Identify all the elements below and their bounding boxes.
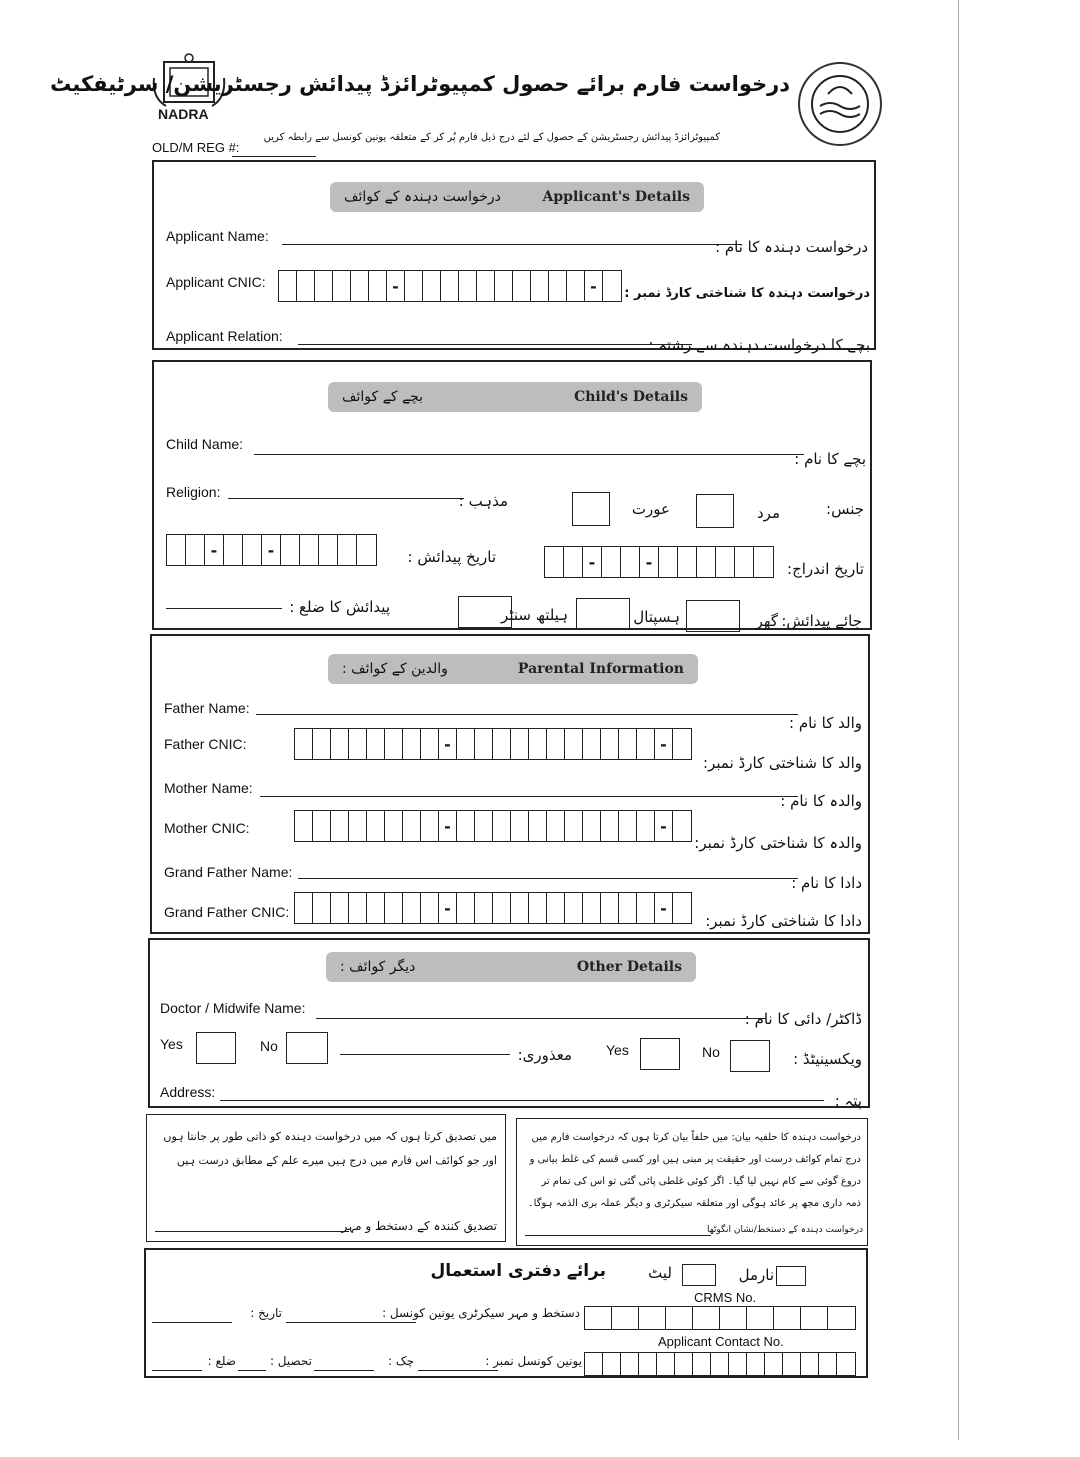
child-section-header: [328, 382, 702, 412]
religion-label: Religion:: [166, 484, 221, 500]
applicant-cnic-field[interactable]: - -: [278, 270, 622, 302]
father-cnic-label: Father CNIC:: [164, 736, 247, 752]
mother-cnic-label-ur: والدہ کا شناختی کارڈ نمبر:: [694, 834, 862, 852]
uc-number-field[interactable]: [418, 1370, 498, 1371]
other-title-en: Other Details: [576, 959, 682, 975]
religion-field[interactable]: [228, 498, 464, 499]
doctor-name-field[interactable]: [316, 1018, 766, 1019]
applicant-declaration-box: [516, 1118, 868, 1246]
mother-cnic-field[interactable]: - -: [294, 810, 692, 842]
female-label-ur: عورت: [631, 500, 670, 518]
disability-field[interactable]: [340, 1054, 510, 1055]
dob-field[interactable]: - -: [166, 534, 377, 566]
birth-district-field[interactable]: [166, 608, 282, 609]
applicant-relation-field[interactable]: [298, 344, 692, 345]
grandfather-name-field[interactable]: [298, 878, 798, 879]
grandfather-name-label: Grand Father Name:: [164, 864, 293, 880]
father-cnic-field[interactable]: - -: [294, 728, 692, 760]
address-field[interactable]: [220, 1100, 824, 1101]
verifier-declaration-text: میں تصدیق کرتا ہوں کہ میں درخواست دہندہ کو ذاتی طور پر جانتا ہوں اور جو کوائف اس فارم میں درج ہیں میرے علم کے مطابق درست ہیں: [163, 1130, 497, 1167]
doctor-name-label: Doctor / Midwife Name:: [160, 1000, 306, 1016]
applicant-relation-label: Applicant Relation:: [166, 328, 283, 344]
registration-date-label-ur: تاریخ اندراج:: [787, 560, 864, 578]
secretary-signature-field[interactable]: [286, 1322, 416, 1323]
parental-section-header: [328, 654, 698, 684]
applicant-signature-label: درخواست دہندہ کے دستخط/نشان انگوٹھا: [707, 1225, 863, 1235]
disability-yes-label: Yes: [160, 1036, 183, 1052]
applicant-signature-field[interactable]: [525, 1235, 711, 1236]
child-name-label-ur: بچے کا نام :: [794, 450, 866, 468]
vaccinated-label-ur: ویکسینیٹڈ :: [793, 1050, 862, 1068]
father-cnic-label-ur: والد کا شناختی کارڈ نمبر:: [703, 754, 862, 772]
disability-label-ur: معذوری:: [517, 1046, 572, 1064]
secretary-signature-label: دستخط و مہر سیکرٹری یونین کونسل :: [382, 1306, 580, 1320]
gender-label-ur: جنس:: [826, 500, 864, 518]
mother-name-label-ur: والدہ کا نام :: [780, 792, 862, 810]
applicant-name-label-ur: درخواست دہندہ کا نام :: [715, 238, 868, 256]
verifier-signature-field[interactable]: [155, 1231, 349, 1232]
mother-name-field[interactable]: [260, 796, 798, 797]
applicant-declaration-text: درخواست دہندہ کا حلفیہ بیان: میں حلفاً بیان کرتا ہوں کہ درخواست فارم میں درج تمام کوائف درست اور حقیقت پر مبنی ہیں اور کسی قسم کی غلط بیانی و دروغ گوئی سے کام نہیں لیا گیا۔ اگر کوئی غلطی پائی گئی تو اس کی تمام تر ذمہ داری مجھ پر عائد ہوگی اور متعلقہ سیکرٹری و دیگر عملہ بری الذمہ ہوگا۔: [527, 1132, 861, 1209]
religion-label-ur: مذہب :: [458, 492, 508, 510]
address-label-ur: پتہ :: [834, 1092, 862, 1110]
applicant-cnic-label: Applicant CNIC:: [166, 274, 266, 290]
grandfather-name-label-ur: دادا کا نام :: [791, 874, 862, 892]
vaccinated-no-label: No: [702, 1044, 720, 1060]
uc-number-label: یونین کونسل نمبر :: [485, 1354, 582, 1368]
birth-district-label-ur: پیدائش کا ضلع :: [289, 598, 390, 616]
child-section: [152, 360, 872, 630]
vaccinated-yes-label: Yes: [606, 1042, 629, 1058]
applicant-title-ur: درخواست دہندہ کے کوائف: [344, 189, 501, 205]
child-title-en: Child's Details: [574, 389, 688, 405]
father-name-field[interactable]: [256, 714, 798, 715]
father-name-label-ur: والد کا نام :: [789, 714, 862, 732]
vaccinated-yes-checkbox[interactable]: [640, 1038, 680, 1070]
crms-label: CRMS No.: [694, 1290, 757, 1305]
form-title: درخواست فارم برائے حصول کمپیوٹرائزڈ پیدائش رجسٹریشن/ سرٹیفکیٹ: [50, 72, 790, 96]
applicant-section-header: [330, 182, 704, 212]
office-use-title: برائے دفتری استعمال: [430, 1261, 606, 1281]
late-checkbox[interactable]: [682, 1264, 716, 1286]
page-edge: [958, 0, 959, 1440]
male-checkbox[interactable]: [696, 494, 734, 528]
registration-date-field[interactable]: - -: [544, 546, 774, 578]
date-label: تاریخ :: [250, 1306, 282, 1320]
other-details-header: [326, 952, 696, 982]
applicant-section: [152, 160, 876, 354]
parental-title-ur: والدین کے کوائف :: [342, 661, 448, 677]
child-name-label: Child Name:: [166, 436, 244, 452]
verifier-signature-label: تصدیق کنندہ کے دستخط و مہر: [341, 1219, 497, 1233]
chak-label: چک :: [387, 1354, 414, 1368]
late-label: لیٹ: [648, 1264, 672, 1282]
other-details-section: [148, 938, 870, 1108]
address-label: Address:: [160, 1084, 216, 1100]
applicant-name-label: Applicant Name:: [166, 228, 269, 244]
other-title-ur: دیگر کوائف :: [340, 959, 416, 975]
parental-title-en: Parental Information: [517, 661, 684, 677]
tehsil-label: تحصیل :: [269, 1354, 312, 1368]
nadra-logo-text: NADRA: [158, 106, 209, 122]
applicant-title-en: Applicant's Details: [542, 189, 690, 205]
mother-name-label: Mother Name:: [164, 780, 253, 796]
punjab-seal-icon: [798, 62, 882, 146]
normal-checkbox[interactable]: [776, 1266, 806, 1286]
applicant-name-field[interactable]: [282, 244, 742, 245]
verifier-declaration-box: [146, 1114, 506, 1242]
health-center-label-ur: ہیلتھ سنٹر: [501, 606, 568, 624]
disability-no-label: No: [260, 1038, 278, 1054]
normal-label: نارمل: [738, 1266, 774, 1284]
doctor-name-label-ur: ڈاکٹر/ دائی کا نام :: [744, 1010, 862, 1028]
applicant-relation-label-ur: بچے کا درخواست دہندہ سے رشتہ :: [648, 336, 870, 354]
district-label: ضلع :: [207, 1354, 236, 1368]
home-checkbox[interactable]: [686, 600, 740, 632]
crms-field[interactable]: [584, 1306, 856, 1330]
grandfather-cnic-label-ur: دادا کا شناختی کارڈ نمبر:: [705, 912, 862, 930]
applicant-contact-field[interactable]: [584, 1352, 856, 1376]
dob-label-ur: تاریخ پیدائش :: [407, 548, 496, 566]
hospital-label-ur: ہسپتال: [633, 608, 680, 626]
old-reg-label: OLD/M REG #:: [152, 140, 240, 155]
home-label-ur: گھر: [755, 612, 778, 630]
office-use-section: [144, 1248, 868, 1378]
grandfather-cnic-label: Grand Father CNIC:: [164, 904, 290, 920]
female-checkbox[interactable]: [572, 492, 610, 526]
tehsil-field[interactable]: [238, 1370, 266, 1371]
applicant-cnic-label-ur: درخواست دہندہ کا شناختی کارڈ نمبر :: [624, 286, 870, 301]
disability-no-checkbox[interactable]: [286, 1032, 328, 1064]
district-field[interactable]: [152, 1370, 202, 1371]
chak-field[interactable]: [314, 1370, 374, 1371]
male-label-ur: مرد: [757, 504, 780, 522]
father-name-label: Father Name:: [164, 700, 250, 716]
parental-section: [150, 634, 870, 934]
old-reg-field[interactable]: [232, 156, 316, 157]
child-title-ur: بچے کے کوائف: [342, 389, 424, 405]
disability-yes-checkbox[interactable]: [196, 1032, 236, 1064]
form-subtitle: کمپیوٹرائزڈ پیدائش رجسٹریشن کے حصول کے لئے درج ذیل فارم پُر کر کے متعلقہ یونین کونسل سے رابطہ کریں: [263, 132, 720, 143]
hospital-checkbox[interactable]: [576, 598, 630, 630]
applicant-contact-label: Applicant Contact No.: [658, 1334, 784, 1349]
child-name-field[interactable]: [254, 454, 804, 455]
vaccinated-no-checkbox[interactable]: [730, 1040, 770, 1072]
birth-place-label-ur: جائے پیدائش:: [781, 612, 862, 630]
date-field[interactable]: [152, 1322, 232, 1323]
mother-cnic-label: Mother CNIC:: [164, 820, 250, 836]
grandfather-cnic-field[interactable]: - -: [294, 892, 692, 924]
